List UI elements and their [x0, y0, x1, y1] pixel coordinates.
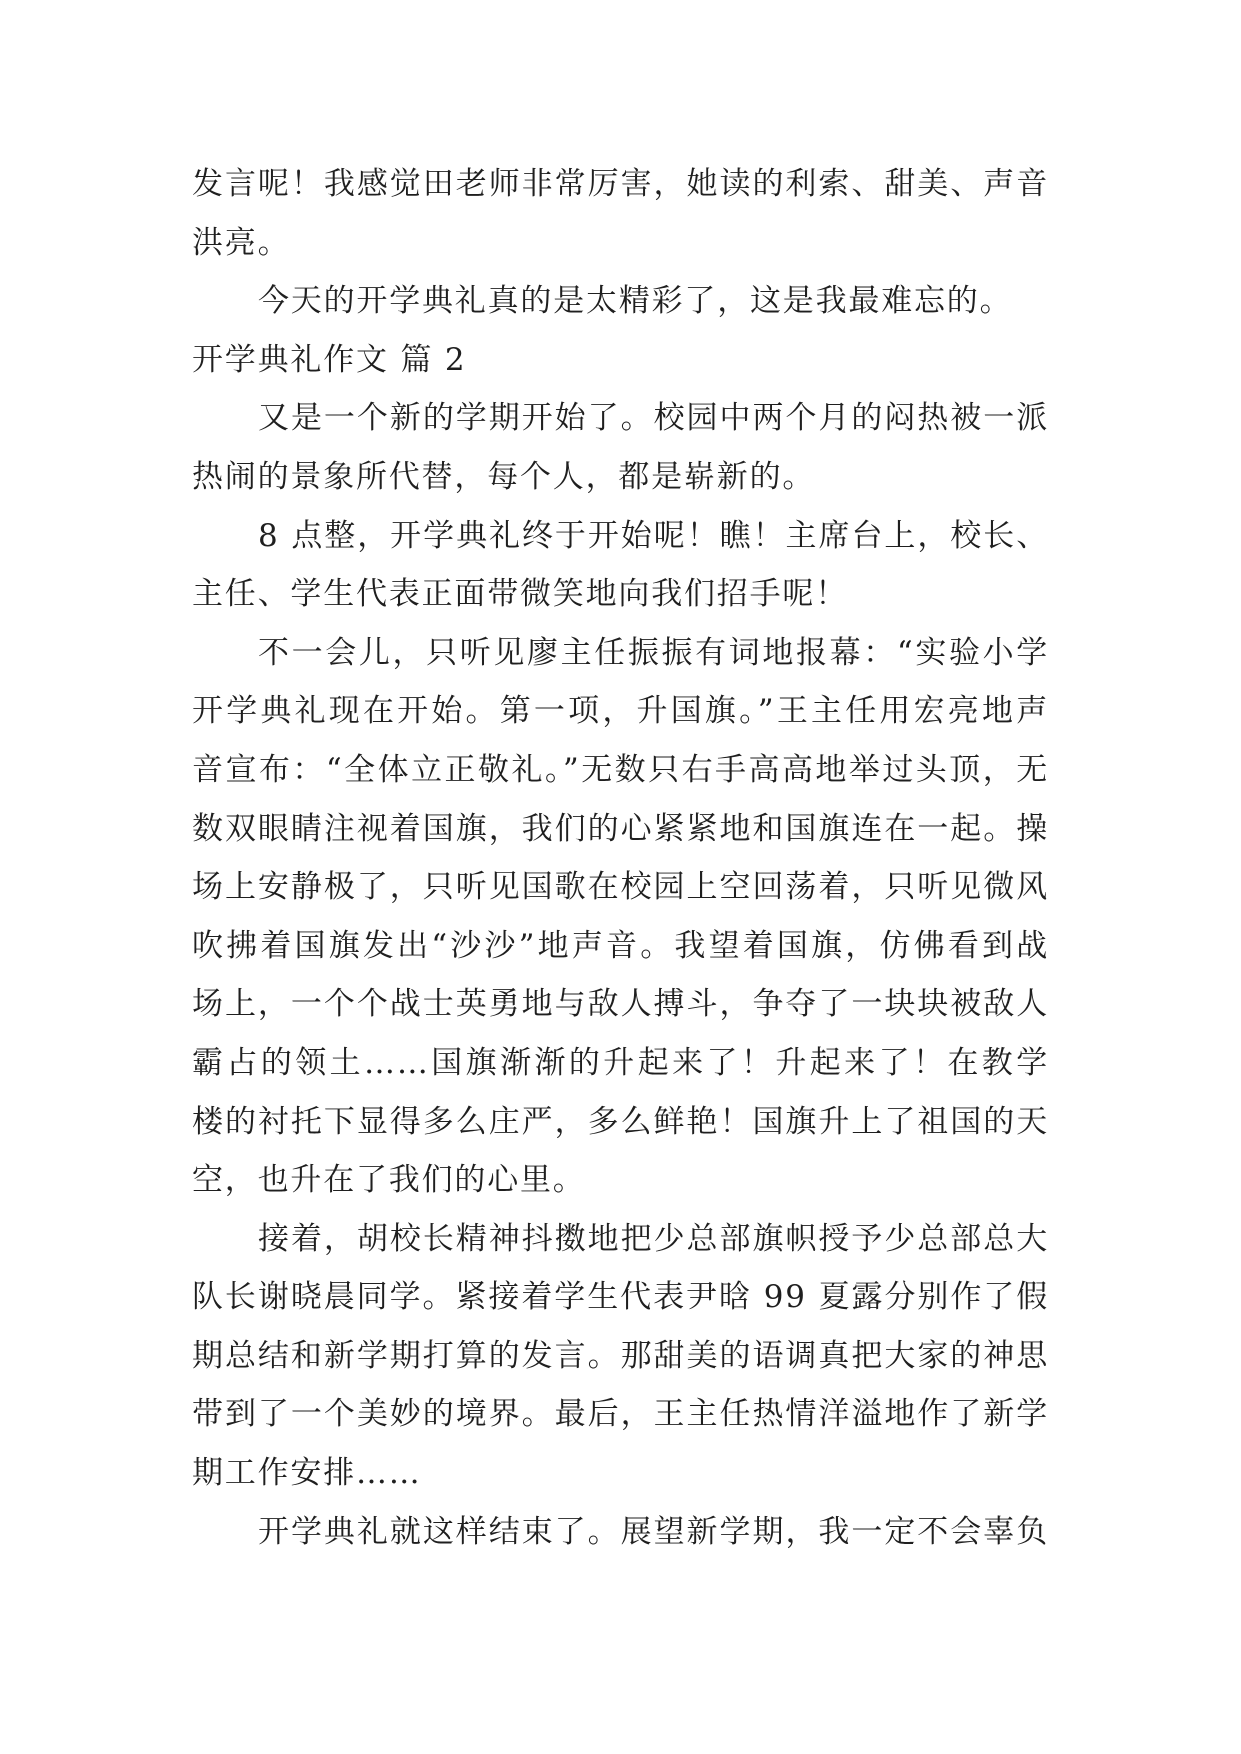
text-line: 8 点整，开学典礼终于开始呢！瞧！主席台上，校长、 [258, 517, 1049, 554]
text-line: 数双眼睛注视着国旗，我们的心紧紧地和国旗连在一起。操 [192, 810, 1049, 847]
paragraph [192, 624, 1049, 1210]
paragraph-continued [192, 155, 1049, 272]
text-line: 霸占的领土……国旗渐渐的升起来了！升起来了！在教学 [192, 1044, 1049, 1081]
text-line: 不一会儿，只听见廖主任振振有词地报幕：“实验小学 [258, 634, 1049, 671]
text-line: 期工作安排…… [192, 1455, 422, 1492]
text-line: 期总结和新学期打算的发言。那甜美的语调真把大家的神思 [192, 1337, 1049, 1374]
paragraph [192, 1503, 1049, 1562]
text-line: 又是一个新的学期开始了。校园中两个月的闷热被一派 [258, 400, 1049, 437]
text-line: 开学典礼现在开始。第一项，升国旗。”王主任用宏亮地声 [192, 693, 1049, 730]
text-line: 热闹的景象所代替，每个人，都是崭新的。 [192, 458, 816, 495]
text-line: 空，也升在了我们的心里。 [192, 1162, 586, 1199]
text-line: 楼的衬托下显得多么庄严，多么鲜艳！国旗升上了祖国的天 [192, 1103, 1049, 1140]
section-heading-text: 开学典礼作文 篇 2 [192, 341, 467, 378]
paragraph [192, 507, 1049, 624]
text-line: 场上安静极了，只听见国歌在校园上空回荡着，只听见微风 [192, 869, 1049, 906]
text-line: 今天的开学典礼真的是太精彩了，这是我最难忘的。 [258, 283, 1013, 320]
text-line: 主任、学生代表正面带微笑地向我们招手呢！ [192, 576, 848, 613]
text-line: 队长谢晓晨同学。紧接着学生代表尹晗 99 夏露分别作了假 [192, 1279, 1049, 1316]
section-heading [192, 331, 1049, 390]
text-line: 吹拂着国旗发出“沙沙”地声音。我望着国旗，仿佛看到战 [192, 927, 1049, 964]
text-line: 洪亮。 [192, 224, 291, 261]
document-body [192, 155, 1049, 1561]
text-line: 场上，一个个战士英勇地与敌人搏斗，争夺了一块块被敌人 [192, 986, 1049, 1023]
paragraph [192, 272, 1049, 331]
text-line: 发言呢！我感觉田老师非常厉害，她读的利索、甜美、声音 [192, 166, 1049, 202]
text-line: 音宣布：“全体立正敬礼。”无数只右手高高地举过头顶，无 [192, 751, 1049, 788]
text-line: 接着，胡校长精神抖擞地把少总部旗帜授予少总部总大 [258, 1220, 1049, 1257]
paragraph [192, 1210, 1049, 1503]
text-line: 开学典礼就这样结束了。展望新学期，我一定不会辜负 [258, 1513, 1049, 1550]
text-line: 带到了一个美妙的境界。最后，王主任热情洋溢地作了新学 [192, 1396, 1049, 1433]
paragraph [192, 389, 1049, 506]
